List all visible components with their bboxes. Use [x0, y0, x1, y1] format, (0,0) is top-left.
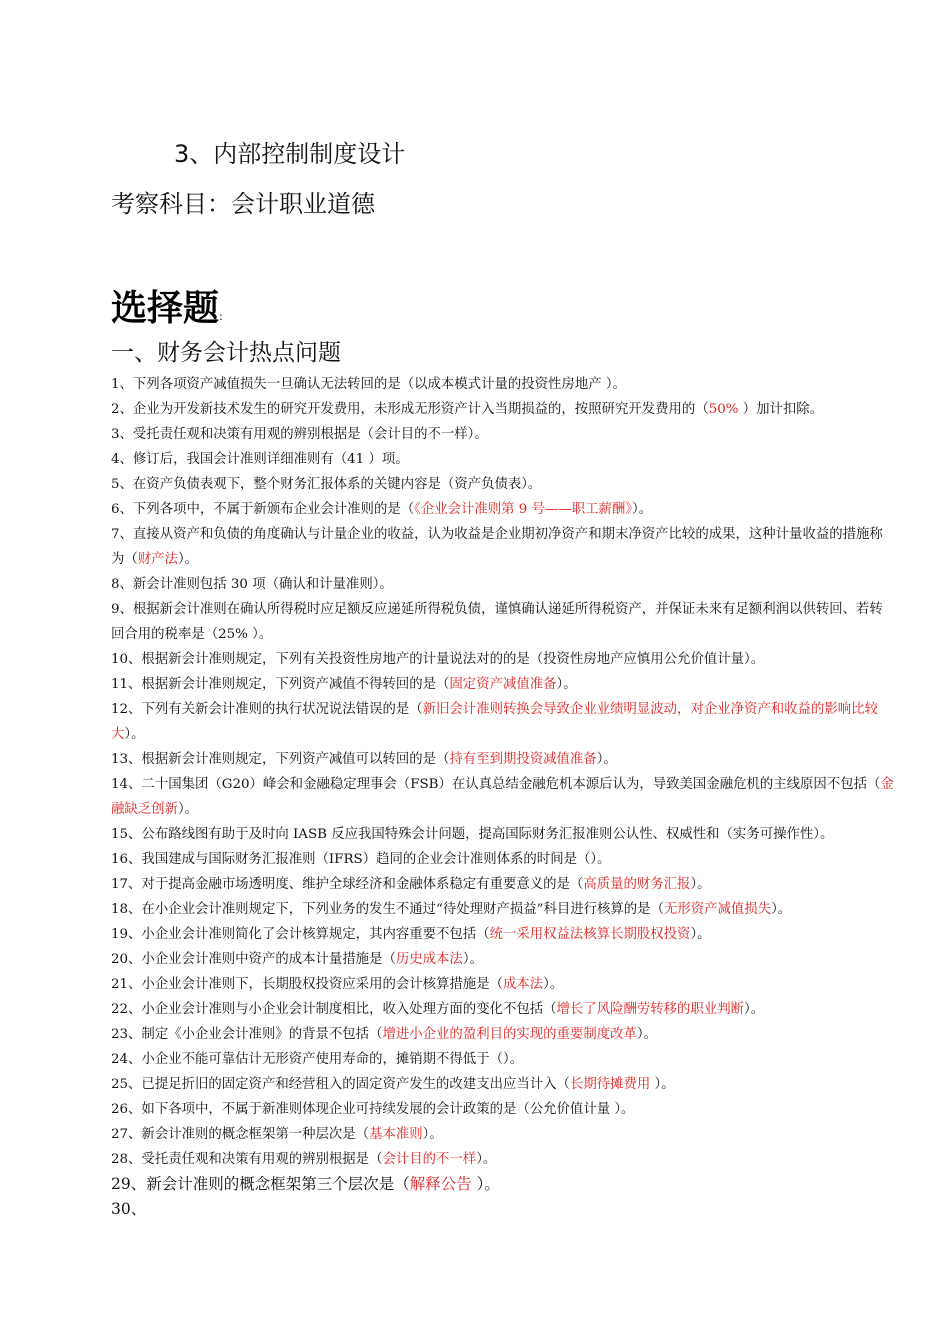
- question-item: 22、小企业会计准则与小企业会计制度相比，收入处理方面的变化不包括（增长了风险酬劳转移的职业判断）。: [111, 1002, 765, 1017]
- question-item: 10、根据新会计准则规定，下列有关投资性房地产的计量说法对的的是（投资性房地产应慎用公允价值计量）。: [111, 652, 765, 667]
- section-big-colon: :: [219, 310, 223, 323]
- question-item: 5、在资产负债表观下，整个财务汇报体系的关键内容是（资产负债表）。: [111, 477, 542, 492]
- subject-heading: 考察科目：会计职业道德: [111, 190, 375, 218]
- question-item: 18、在小企业会计准则规定下，下列业务的发生不通过“待处理财产损益”科目进行核算的是（无形资产减值损失）。: [111, 902, 792, 917]
- question-item: 14、二十国集团（G20）峰会和金融稳定理事会（FSB）在认真总结金融危机本源后认为，导致美国金融危机的主线原因不包括（金融缺乏创新）。: [111, 777, 894, 817]
- question-item: 4、修订后，我国会计准则详细准则有（41 ）项。: [111, 452, 409, 467]
- question-item: 25、已提足折旧的固定资产和经营租入的固定资产发生的改建支出应当计入（长期待摊费用 ）。: [111, 1077, 675, 1092]
- question-item: 16、我国建成与国际财务汇报准则（IFRS）趋同的企业会计准则体系的时间是（）。: [111, 852, 611, 867]
- question-item: 6、下列各项中，不属于新颁布企业会计准则的是（《企业会计准则第 9 号——职工薪酬》）。: [111, 502, 653, 517]
- question-item: 15、公布路线图有助于及时向 IASB 反应我国特殊会计问题，提高国际财务汇报准则公认性、权威性和（实务可操作性）。: [111, 827, 834, 842]
- question-list: [111, 372, 895, 1222]
- section-title: 一、财务会计热点问题: [111, 340, 341, 366]
- question-item: 1、下列各项资产减值损失一旦确认无法转回的是（以成本模式计量的投资性房地产 ）。: [111, 377, 626, 392]
- question-item: 20、小企业会计准则中资产的成本计量措施是（历史成本法）。: [111, 952, 483, 967]
- question-item: 27、新会计准则的概念框架第一种层次是（基本准则）。: [111, 1127, 443, 1142]
- course-heading: 3、内部控制制度设计: [174, 140, 406, 168]
- question-item: 29、新会计准则的概念框架第三个层次是（解释公告 ）。: [111, 1175, 500, 1193]
- question-item: 3、受托责任观和决策有用观的辨别根据是（会计目的不一样）。: [111, 427, 488, 442]
- question-item: 8、新会计准则包括 30 项（确认和计量准则）。: [111, 577, 393, 592]
- question-item: 2、企业为开发新技术发生的研究开发费用，未形成无形资产计入当期损益的，按照研究开发费用的（50% ）加计扣除。: [111, 402, 824, 417]
- question-item: 19、小企业会计准则简化了会计核算规定，其内容重要不包括（统一采用权益法核算长期股权投资）。: [111, 927, 711, 942]
- section-big-text: 选择题: [111, 288, 220, 329]
- question-item: 30、: [111, 1200, 147, 1218]
- question-item: 26、如下各项中，不属于新准则体现企业可持续发展的会计政策的是（公允价值计量 ）。: [111, 1102, 635, 1117]
- question-item: 17、对于提高金融市场透明度、维护全球经济和金融体系稳定有重要意义的是（高质量的财务汇报）。: [111, 877, 711, 892]
- question-item: 12、下列有关新会计准则的执行状况说法错误的是（新旧会计准则转换会导致企业业绩明显波动，对企业净资产和收益的影响比较大）。: [111, 702, 878, 742]
- question-item: 7、直接从资产和负债的角度确认与计量企业的收益，认为收益是企业期初净资产和期末净资产比较的成果，这种计量收益的措施称为（财产法）。: [111, 527, 883, 567]
- question-item: 23、制定《小企业会计准则》的背景不包括（增进小企业的盈利目的实现的重要制度改革）。: [111, 1027, 657, 1042]
- section-big-title: [111, 280, 223, 331]
- question-item: 24、小企业不能可靠估计无形资产使用寿命的，摊销期不得低于（）。: [111, 1052, 524, 1067]
- question-item: 21、小企业会计准则下，长期股权投资应采用的会计核算措施是（成本法）。: [111, 977, 564, 992]
- question-item: 11、根据新会计准则规定，下列资产减值不得转回的是（固定资产减值准备）。: [111, 677, 577, 692]
- question-item: 13、根据新会计准则规定，下列资产减值可以转回的是（持有至到期投资减值准备）。: [111, 752, 617, 767]
- question-item: 9、根据新会计准则在确认所得税时应足额反应递延所得税负债，谨慎确认递延所得税资产，并保证未来有足额利润以供转回、若转回合用的税率是（25% ）。: [111, 602, 883, 642]
- question-item: 28、受托责任观和决策有用观的辨别根据是（会计目的不一样）。: [111, 1152, 497, 1167]
